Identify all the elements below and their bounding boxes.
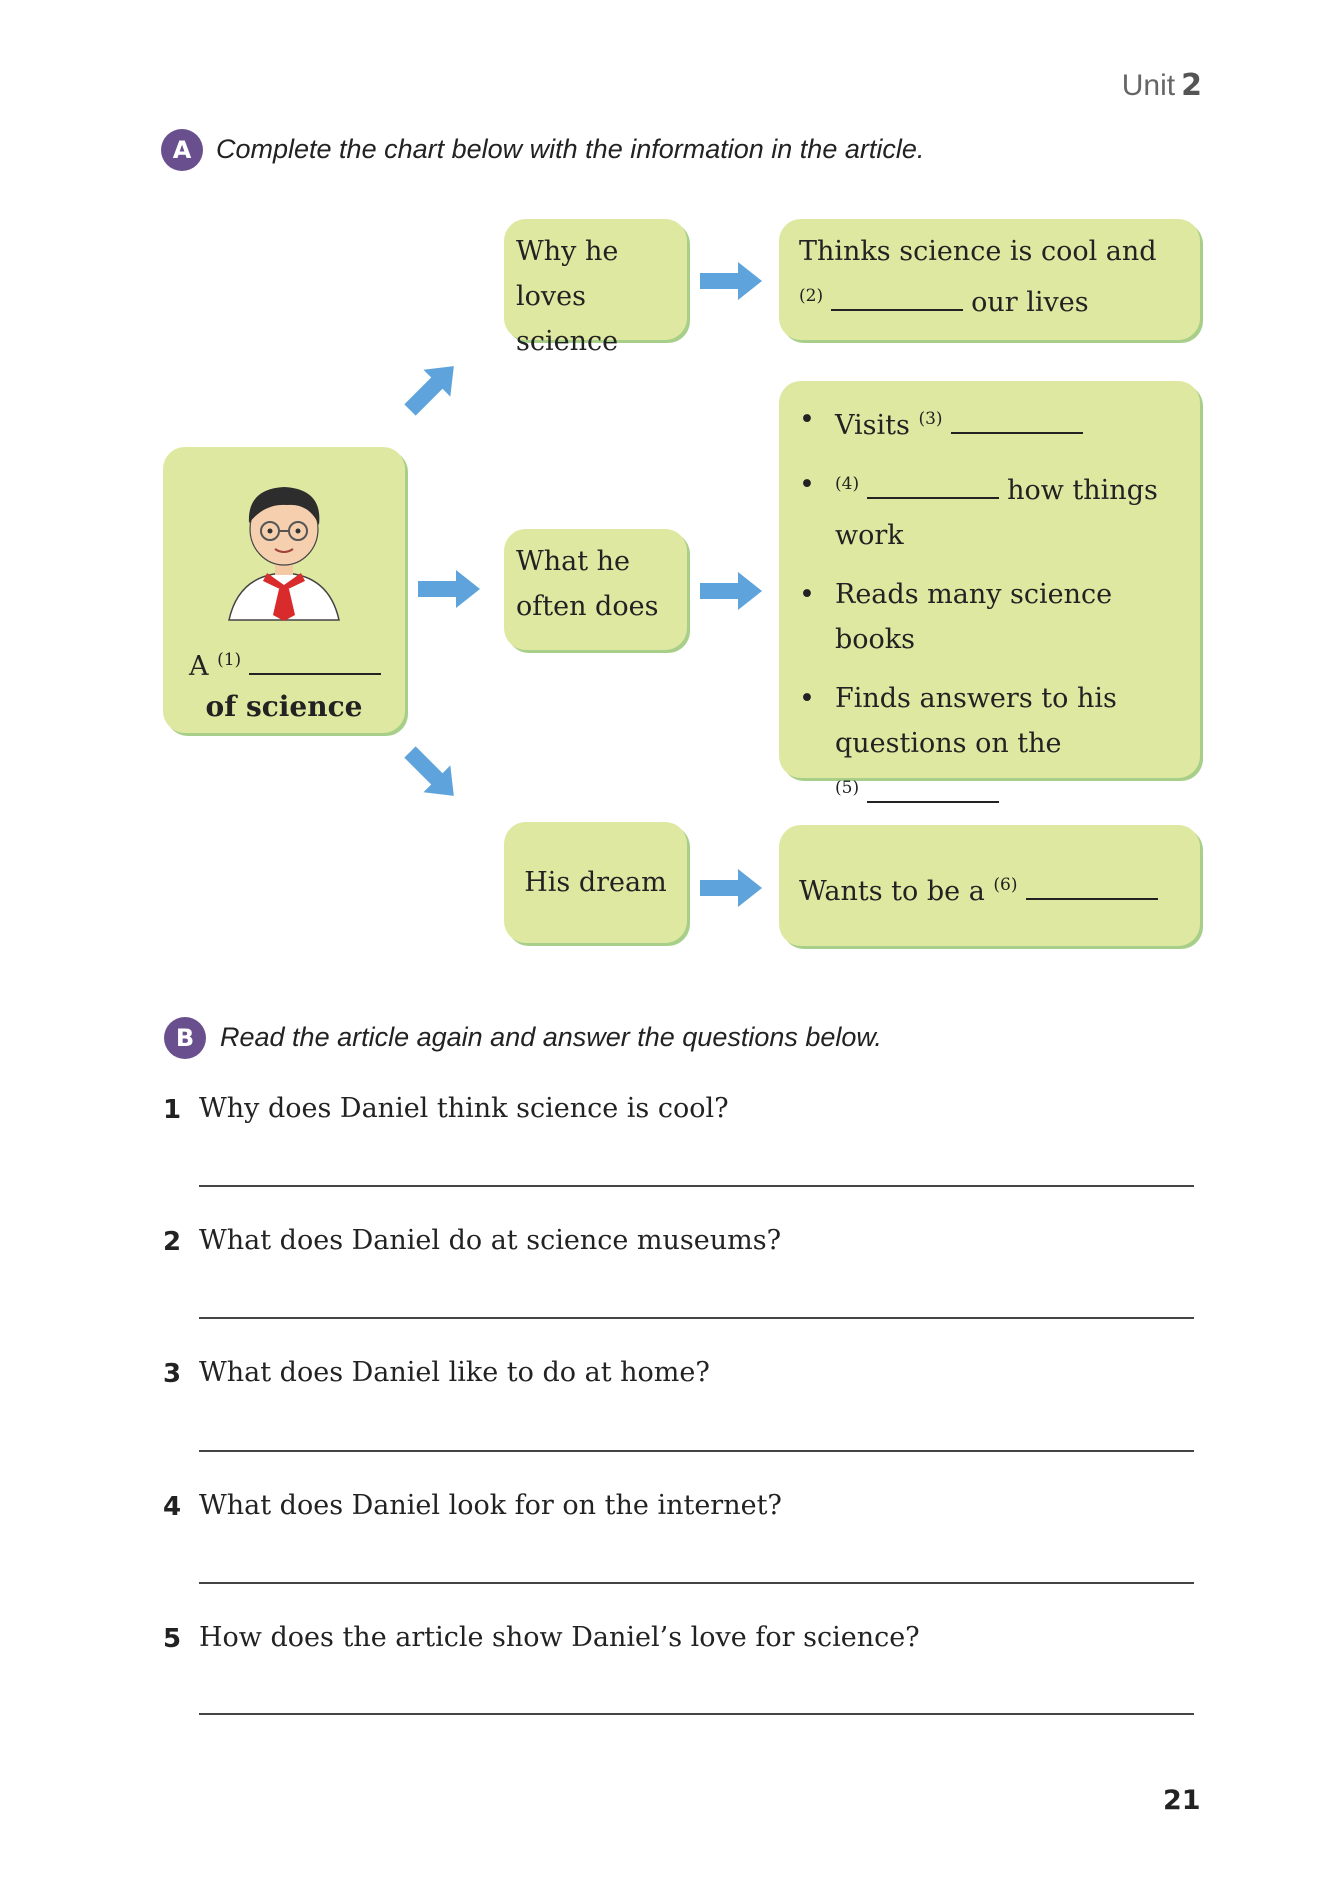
arrow-right-icon-middle (418, 570, 480, 608)
label-what-line2: often does (516, 591, 659, 622)
label-why-line1: Why he (516, 236, 619, 267)
blank-6[interactable] (1026, 874, 1158, 900)
answer-line-2[interactable] (199, 1317, 1194, 1319)
center-line2: of science (205, 690, 363, 723)
visits-text: Visits (835, 410, 910, 441)
question-text: Why does Daniel think science is cool? (199, 1093, 729, 1124)
detail-box-why (779, 219, 1200, 340)
question-number: 2 (163, 1227, 182, 1257)
finds-line1: Finds answers to his (835, 683, 1117, 714)
question-number: 5 (163, 1624, 182, 1654)
answer-line-4[interactable] (199, 1582, 1194, 1584)
label-box-why (504, 219, 687, 357)
arrow-down-right-icon (397, 739, 468, 810)
detail-why-line2 (799, 274, 1180, 325)
blank-4[interactable] (867, 473, 999, 499)
blank-1[interactable] (249, 649, 381, 675)
section-b-badge: B (164, 1017, 206, 1059)
center-box (163, 447, 405, 733)
question-number: 1 (163, 1095, 182, 1125)
unit-label: Unit (1121, 69, 1176, 102)
answer-line-1[interactable] (199, 1185, 1194, 1187)
label-box-what (504, 529, 687, 650)
list-item-finds (799, 676, 1180, 817)
blank-3[interactable] (951, 408, 1083, 434)
question-text: How does the article show Daniel’s love for science? (199, 1622, 920, 1653)
label-why-line2: loves science (516, 281, 619, 357)
question-text: What does Daniel like to do at home? (199, 1357, 710, 1388)
page-number: 21 (1163, 1785, 1201, 1816)
center-line1 (189, 638, 389, 689)
question-text: What does Daniel look for on the internet? (199, 1490, 782, 1521)
detail-box-dream (779, 825, 1200, 946)
boy-illustration-icon (209, 465, 359, 625)
question-number: 4 (163, 1492, 182, 1522)
blank-number-5: (5) (835, 778, 860, 798)
answer-line-5[interactable] (199, 1713, 1194, 1715)
dream-text: Wants to be a (799, 876, 985, 907)
detail-why-suffix: our lives (971, 287, 1089, 318)
unit-number: 2 (1181, 68, 1202, 103)
arrow-right-icon-row2 (700, 572, 762, 610)
list-item-visits (799, 397, 1180, 448)
blank-5[interactable] (867, 777, 999, 803)
arrow-up-right-icon (397, 353, 468, 424)
blank-number-1: (1) (217, 650, 242, 670)
section-b-instruction: Read the article again and answer the questions below. (220, 1022, 882, 1052)
blank-number-2: (2) (799, 286, 824, 306)
blank-number-6: (6) (993, 875, 1018, 895)
arrow-right-icon-row1 (700, 262, 762, 300)
finds-line2: questions on the (835, 728, 1062, 759)
detail-box-what (779, 381, 1200, 798)
label-what-line1: What he (516, 546, 631, 577)
blank-number-3: (3) (918, 409, 943, 429)
section-a-instruction: Complete the chart below with the information in the article. (216, 134, 925, 164)
blank-number-4: (4) (835, 474, 860, 494)
center-prefix: A (189, 651, 209, 682)
work-text: work (835, 520, 904, 551)
detail-why-line1: Thinks science is cool and (799, 236, 1157, 267)
activities-list (799, 397, 1180, 817)
section-a-badge: A (161, 129, 203, 171)
blank-2[interactable] (831, 285, 963, 311)
question-text: What does Daniel do at science museums? (199, 1225, 782, 1256)
how-things-text: how things (1007, 475, 1158, 506)
question-number: 3 (163, 1359, 182, 1389)
answer-line-3[interactable] (199, 1450, 1194, 1452)
label-box-dream: His dream (504, 822, 687, 943)
arrow-right-icon-row3 (700, 869, 762, 907)
list-item-how-things (799, 462, 1180, 558)
list-item-reads: • Reads many science books (799, 572, 1180, 662)
